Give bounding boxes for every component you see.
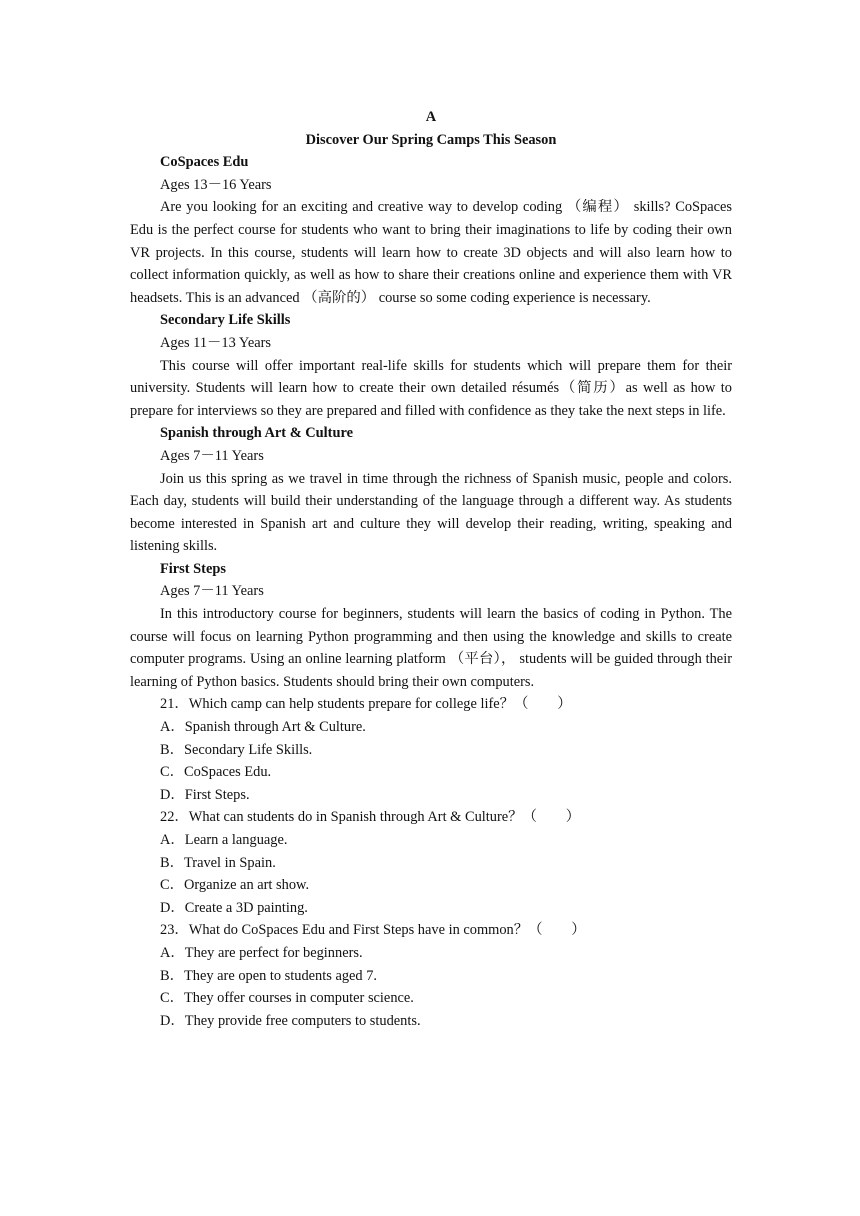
- section-heading: First Steps: [160, 560, 226, 577]
- answer-option: C．They offer courses in computer science.: [160, 990, 414, 1007]
- section-ages: Ages 7－11 Years: [160, 583, 264, 600]
- passage-label: A: [425, 109, 437, 125]
- answer-option: C．Organize an art show.: [160, 877, 310, 894]
- passage-title: Discover Our Spring Camps This Season: [305, 131, 557, 148]
- answer-option: B．Travel in Spain.: [160, 854, 276, 871]
- answer-option: D．They provide free computers to students.: [160, 1012, 421, 1029]
- answer-option: C．CoSpaces Edu.: [160, 764, 272, 781]
- section-heading: Spanish through Art & Culture: [160, 425, 353, 442]
- answer-option: A．Spanish through Art & Culture.: [160, 719, 366, 736]
- section-ages: Ages 11－13 Years: [160, 334, 271, 351]
- question-stem: 22．What can students do in Spanish through Art & Culture？（ ）: [160, 809, 581, 826]
- answer-option: A．They are perfect for beginners.: [160, 944, 363, 961]
- question-stem: 23．What do CoSpaces Edu and First Steps have in common？（ ）: [160, 922, 586, 939]
- section-text: Join us this spring as we travel in time through the richness of Spanish music, people and colors. Each day, students will build their understanding of the language through a different way. As students become interested in Spanish art and culture they will develop their reading, writing, speaking and listening skills.: [130, 470, 732, 555]
- answer-option: B．Secondary Life Skills.: [160, 741, 313, 758]
- answer-option: D．Create a 3D painting.: [160, 899, 308, 916]
- section-ages: Ages 13－16 Years: [160, 176, 272, 193]
- answer-option: D．First Steps.: [160, 786, 250, 803]
- section-ages: Ages 7－11 Years: [160, 447, 264, 464]
- answer-option: B．They are open to students aged 7.: [160, 967, 378, 984]
- section-text: In this introductory course for beginners, students will learn the basics of coding in Python. The course will focus on learning Python programming and then using the knowledge and skills to create computer programs. Using an online learning platform （平台）， students will be guided through their learning of Python basics. Students should bring their own computers.: [130, 606, 732, 690]
- section-heading: CoSpaces Edu: [160, 154, 249, 171]
- document-content: [130, 106, 732, 1032]
- section-text: This course will offer important real-life skills for students which will prepare them for their university. Students will learn how to create their own detailed résumés（简历）as well as how to prepare for interviews so they are prepared and filled with confidence as they take the next steps in life.: [130, 357, 732, 419]
- section-text: Are you looking for an exciting and creative way to develop coding （编程） skills? CoSpaces Edu is the perfect course for students who want to bring their imaginations to life by coding their own VR projects. In this course, students will learn how to create 3D objects and will also learn how to collect information quickly, as well as how to share their creations online and experience them with VR headsets. This is an advanced （高阶的） course so some coding experience is necessary.: [130, 199, 732, 306]
- question-stem: 21．Which camp can help students prepare for college life？（ ）: [160, 696, 572, 713]
- answer-option: A．Learn a language.: [160, 832, 288, 848]
- section-heading: Secondary Life Skills: [160, 312, 291, 329]
